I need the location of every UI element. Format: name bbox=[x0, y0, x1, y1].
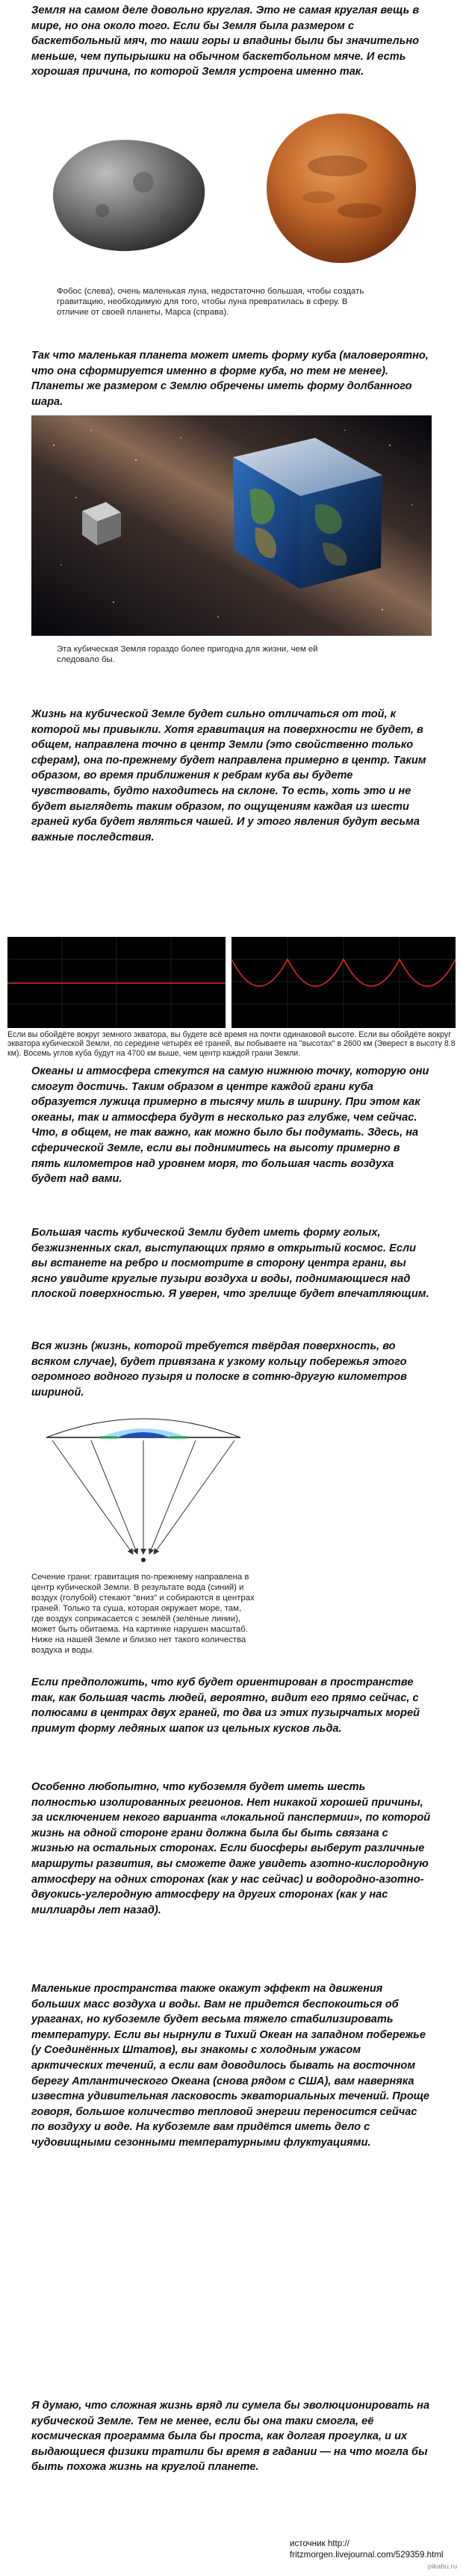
source-label: источник http:// bbox=[290, 2539, 349, 2548]
altitude-graphs bbox=[7, 937, 456, 1028]
watermark: pikabu.ru bbox=[427, 2563, 457, 2571]
source-footer bbox=[290, 2538, 444, 2560]
caption-cubic-earth: Эта кубическая Земля гораздо более пригодна для жизни, чем ей следовало бы. bbox=[57, 645, 318, 664]
source-link[interactable]: fritzmorgen.livejournal.com/529359.html bbox=[290, 2550, 444, 2560]
paragraph-5: Большая часть кубической Земли будет иметь форму голых, безжизненных скал, выступающих прямо в открытый космос. Если вы встанете на ребро и посмотрите в сторону центра грани, вы ясно увидите круглые пузыри воздуха и воды, поднимающиеся над плоской поверхностью. Я уверен, что зрелище будет впечатляющим. bbox=[31, 1227, 429, 1301]
caption-cross-section: Сечение грани: гравитация по-прежнему направлена в центр кубической Земли. В результате вода (синий) и воздух (голубой) стекают "вниз" и собираются в центрах граней. Только та суша, которая окружает море, там, где воздух соприкасается с землёй (зелёные линии), может быть обитаема. На картинке нарушен масштаб. Ниже на нашей Земле и близко нет такого количества воздуха и воды. bbox=[31, 1573, 255, 1655]
paragraph-2: Так что маленькая планета может иметь форму куба (маловероятно, что она сформируется именно в форме куба, но тем не менее). Планеты же размером с Землю обречены иметь форму долбанного шара. bbox=[31, 350, 429, 408]
paragraph-8: Особенно любопытно, что кубоземля будет иметь шесть полностью изолированных регионов. Нет никакой хорошей причины, за исключением некого варианта «локальной панспермии», по которой жизнь на одной стороне грани должна была бы быть связана с жизнью на остальных сторонах. Если биосферы выберут различные маршруты развития, вы сможете даже увидеть азотно-кислородную атмосферу на одних сторонах (как у нас сейчас) и водородно-азотно-двуокись-углеродную атмосферу на других сторонах (как у нас миллиарды лет назад). bbox=[31, 1781, 431, 1916]
mars-planet bbox=[267, 114, 416, 263]
paragraph-10: Я думаю, что сложная жизнь вряд ли сумела бы эволюционировать на кубической Земле. Тем не менее, если бы она таки смогла, её космическая программа была бы проста, как долгая прогулка, и их выдающиеся физики тратили бы время в гадании — на что могла бы быть похожа жизнь на круглой планете. bbox=[31, 2400, 430, 2474]
caption-phobos-mars: Фобос (слева), очень маленькая луна, недостаточно большая, чтобы создать гравитацию, необходимую для того, чтобы луна превратилась в сферу. В отличие от своей планеты, Марса (справа). bbox=[57, 287, 364, 317]
phobos-moon bbox=[53, 140, 205, 251]
caption-altitude: Если вы обойдёте вокруг земного экватора, вы будете всё время на почти одинаковой высоте. Если вы обойдёте вокруг экватора кубической Земли, по середине четырёх её граней, вы побываете на "высотах" в 2600 км (Эверест в высоту 8.8 км). Восемь углов куба будут на 4700 км выше, чем центр каждой грани Земли. bbox=[7, 1030, 456, 1058]
paragraph-7: Если предположить, что куб будет ориентирован в пространстве так, как большая часть людей, вероятно, видит его прямо сейчас, с полюсами в центрах двух граней, то два из этих пузырчатых морей примут форму ледяных шапок из цельных кусков льда. bbox=[31, 1676, 420, 1735]
cubic-earth-image bbox=[31, 415, 432, 636]
cross-section-diagram bbox=[31, 1408, 255, 1570]
paragraph-6: Вся жизнь (жизнь, которой требуется твёрдая поверхность, во всяком случае), будет привязана к узкому кольцу побережья этого огромного водного пузыря и полоске в сотню-другую километров шириной. bbox=[31, 1340, 407, 1399]
phobos-mars-image bbox=[31, 114, 432, 284]
paragraph-1: Земля на самом деле довольно круглая. Это не самая круглая вещь в мире, но она около того. Если бы Земля была размером с баскетбольный мяч, то наши горы и впадины были бы значительно меньше, чем пупырышки на обычном баскетбольном мяче. И есть хорошая причина, по которой Земля устроена именно так. bbox=[31, 4, 420, 78]
paragraph-9: Маленькие пространства также окажут эффект на движения больших масс воздуха и воды. Вам не придется беспокоиться об ураганах, но кубоземле будет весьма тяжело стабилизировать температуру. Если вы нырнули в Тихий Океан на западном побережье (у Соединённых Штатов), вы знакомы с холодным ужасом арктических течений, а если вам доводилось бывать на восточном берегу Атлантического Океана (снова рядом с США), вам наверняка известна удивительная ласковость экваториальных течений. Проще говоря, большое количество тепловой энергии переносится сейчас по воздуху и воде. На кубоземле вам придётся иметь дело с чудовищными сезонными температурными флуктуациями. bbox=[31, 1983, 430, 2149]
paragraph-4: Океаны и атмосфера стекутся на самую нижнюю точку, которую они смогут достичь. Таким образом в центре каждой грани куба образуется лужица примерно в тысячу миль в ширину. При этом как океаны, так и атмосфера будут в несколько раз глубже, чем сейчас. Что, в общем, не так важно, как можно было бы подумать. Здесь, на сферической Земле, если вы поднимитесь на высоту примерно в пять километров над уровнем моря, то большая часть воздуха будет над вами. bbox=[31, 1065, 429, 1186]
earth-center-point bbox=[141, 1558, 146, 1562]
paragraph-3: Жизнь на кубической Земле будет сильно отличаться от той, к которой мы привыкли. Хотя гравитация на поверхности не будет, в общем, направлена точно в центр Земли (это свойственно только сферам), она по-прежнему будет направлена примерно в центр. Таким образом, во время приближения к ребрам куба вы будете чувствовать, будто находитесь на склоне. То есть, хоть это и не будет выглядеть таким образом, по ощущениям каждая из шести граней куба будет являться чашей. И у этого явления будут весьма важные последствия. bbox=[31, 708, 426, 843]
